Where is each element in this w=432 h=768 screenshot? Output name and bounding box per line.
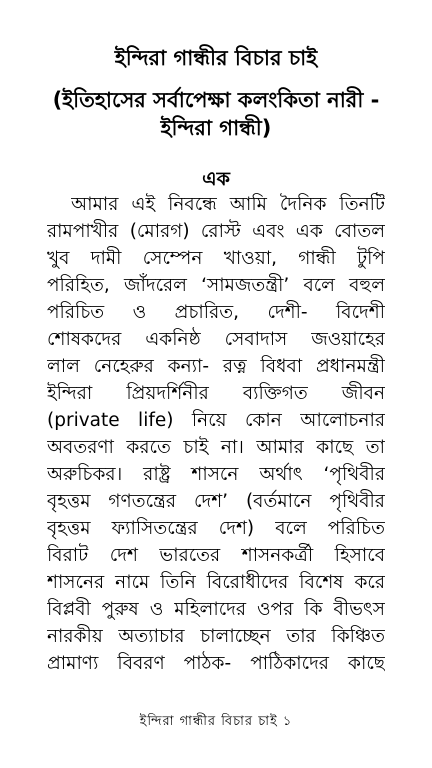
body-line: শাসনের নামে তিনি বিরোধীদের বিশেষ করে [47, 572, 385, 593]
body-line: লাল নেহেরুর কন্যা- রত্ন বিধবা প্রধানমন্ত্রী [47, 356, 385, 377]
section-heading: এক [202, 168, 230, 190]
page-subtitle-line-1: (ইতিহাসের সর্বাপেক্ষা কলংকিতা নারী - [52, 88, 380, 112]
body-line: নারকীয় অত্যাচার চালাচ্ছেন তার কিঞ্চিত [47, 626, 385, 647]
page-subtitle-line-2: ইন্দিরা গান্ধী) [160, 116, 272, 140]
body-line: বিপ্লবী পুরুষ ও মহিলাদের ওপর কি বীভৎস [47, 599, 385, 620]
body-line: শোষকদের একনিষ্ঠ সেবাদাস জওয়াহের [47, 329, 385, 350]
body-line: অবতরণা করতে চাই না। আমার কাছে তা [47, 437, 385, 458]
body-line: বিরাট দেশ ভারতের শাসনকর্ত্রী হিসাবে [47, 545, 385, 566]
body-line: রামপাখীর (মোরগ) রোস্ট এবং এক বোতল [47, 221, 385, 242]
body-line: বৃহত্তম গণতন্ত্রের দেশ’ (বর্তমানে পৃথিবীর [47, 491, 385, 512]
body-line: প্রামাণ্য বিবরণ পাঠক- পাঠিকাদের কাছে [47, 653, 385, 674]
body-line: খুব দামী সেম্পেন খাওয়া, গান্ধী টুপি [47, 248, 385, 269]
body-line: ইন্দিরা প্রিয়দর্শিনীর ব্যক্তিগত জীবন [47, 383, 385, 404]
body-line: আমার এই নিবন্ধে আমি দৈনিক তিনটি [71, 194, 385, 215]
page-footer: ইন্দিরা গান্ধীর বিচার চাই ১ [139, 714, 293, 729]
page-title: ইন্দিরা গান্ধীর বিচার চাই [114, 46, 318, 70]
body-line: অরুচিকর। রাষ্ট্র শাসনে অর্থাৎ ‘পৃথিবীর [47, 464, 385, 485]
body-line: বৃহত্তম ফ্যাসিতন্ত্রের দেশ) বলে পরিচিত [47, 518, 385, 539]
body-line: পরিহিত, জাঁদরেল ‘সামজতন্ত্রী’ বলে বহুল [47, 275, 385, 296]
body-line: (private life) নিয়ে কোন আলোচনার [47, 410, 385, 431]
body-line: পরিচিত ও প্রচারিত, দেশী- বিদেশী [47, 302, 385, 323]
